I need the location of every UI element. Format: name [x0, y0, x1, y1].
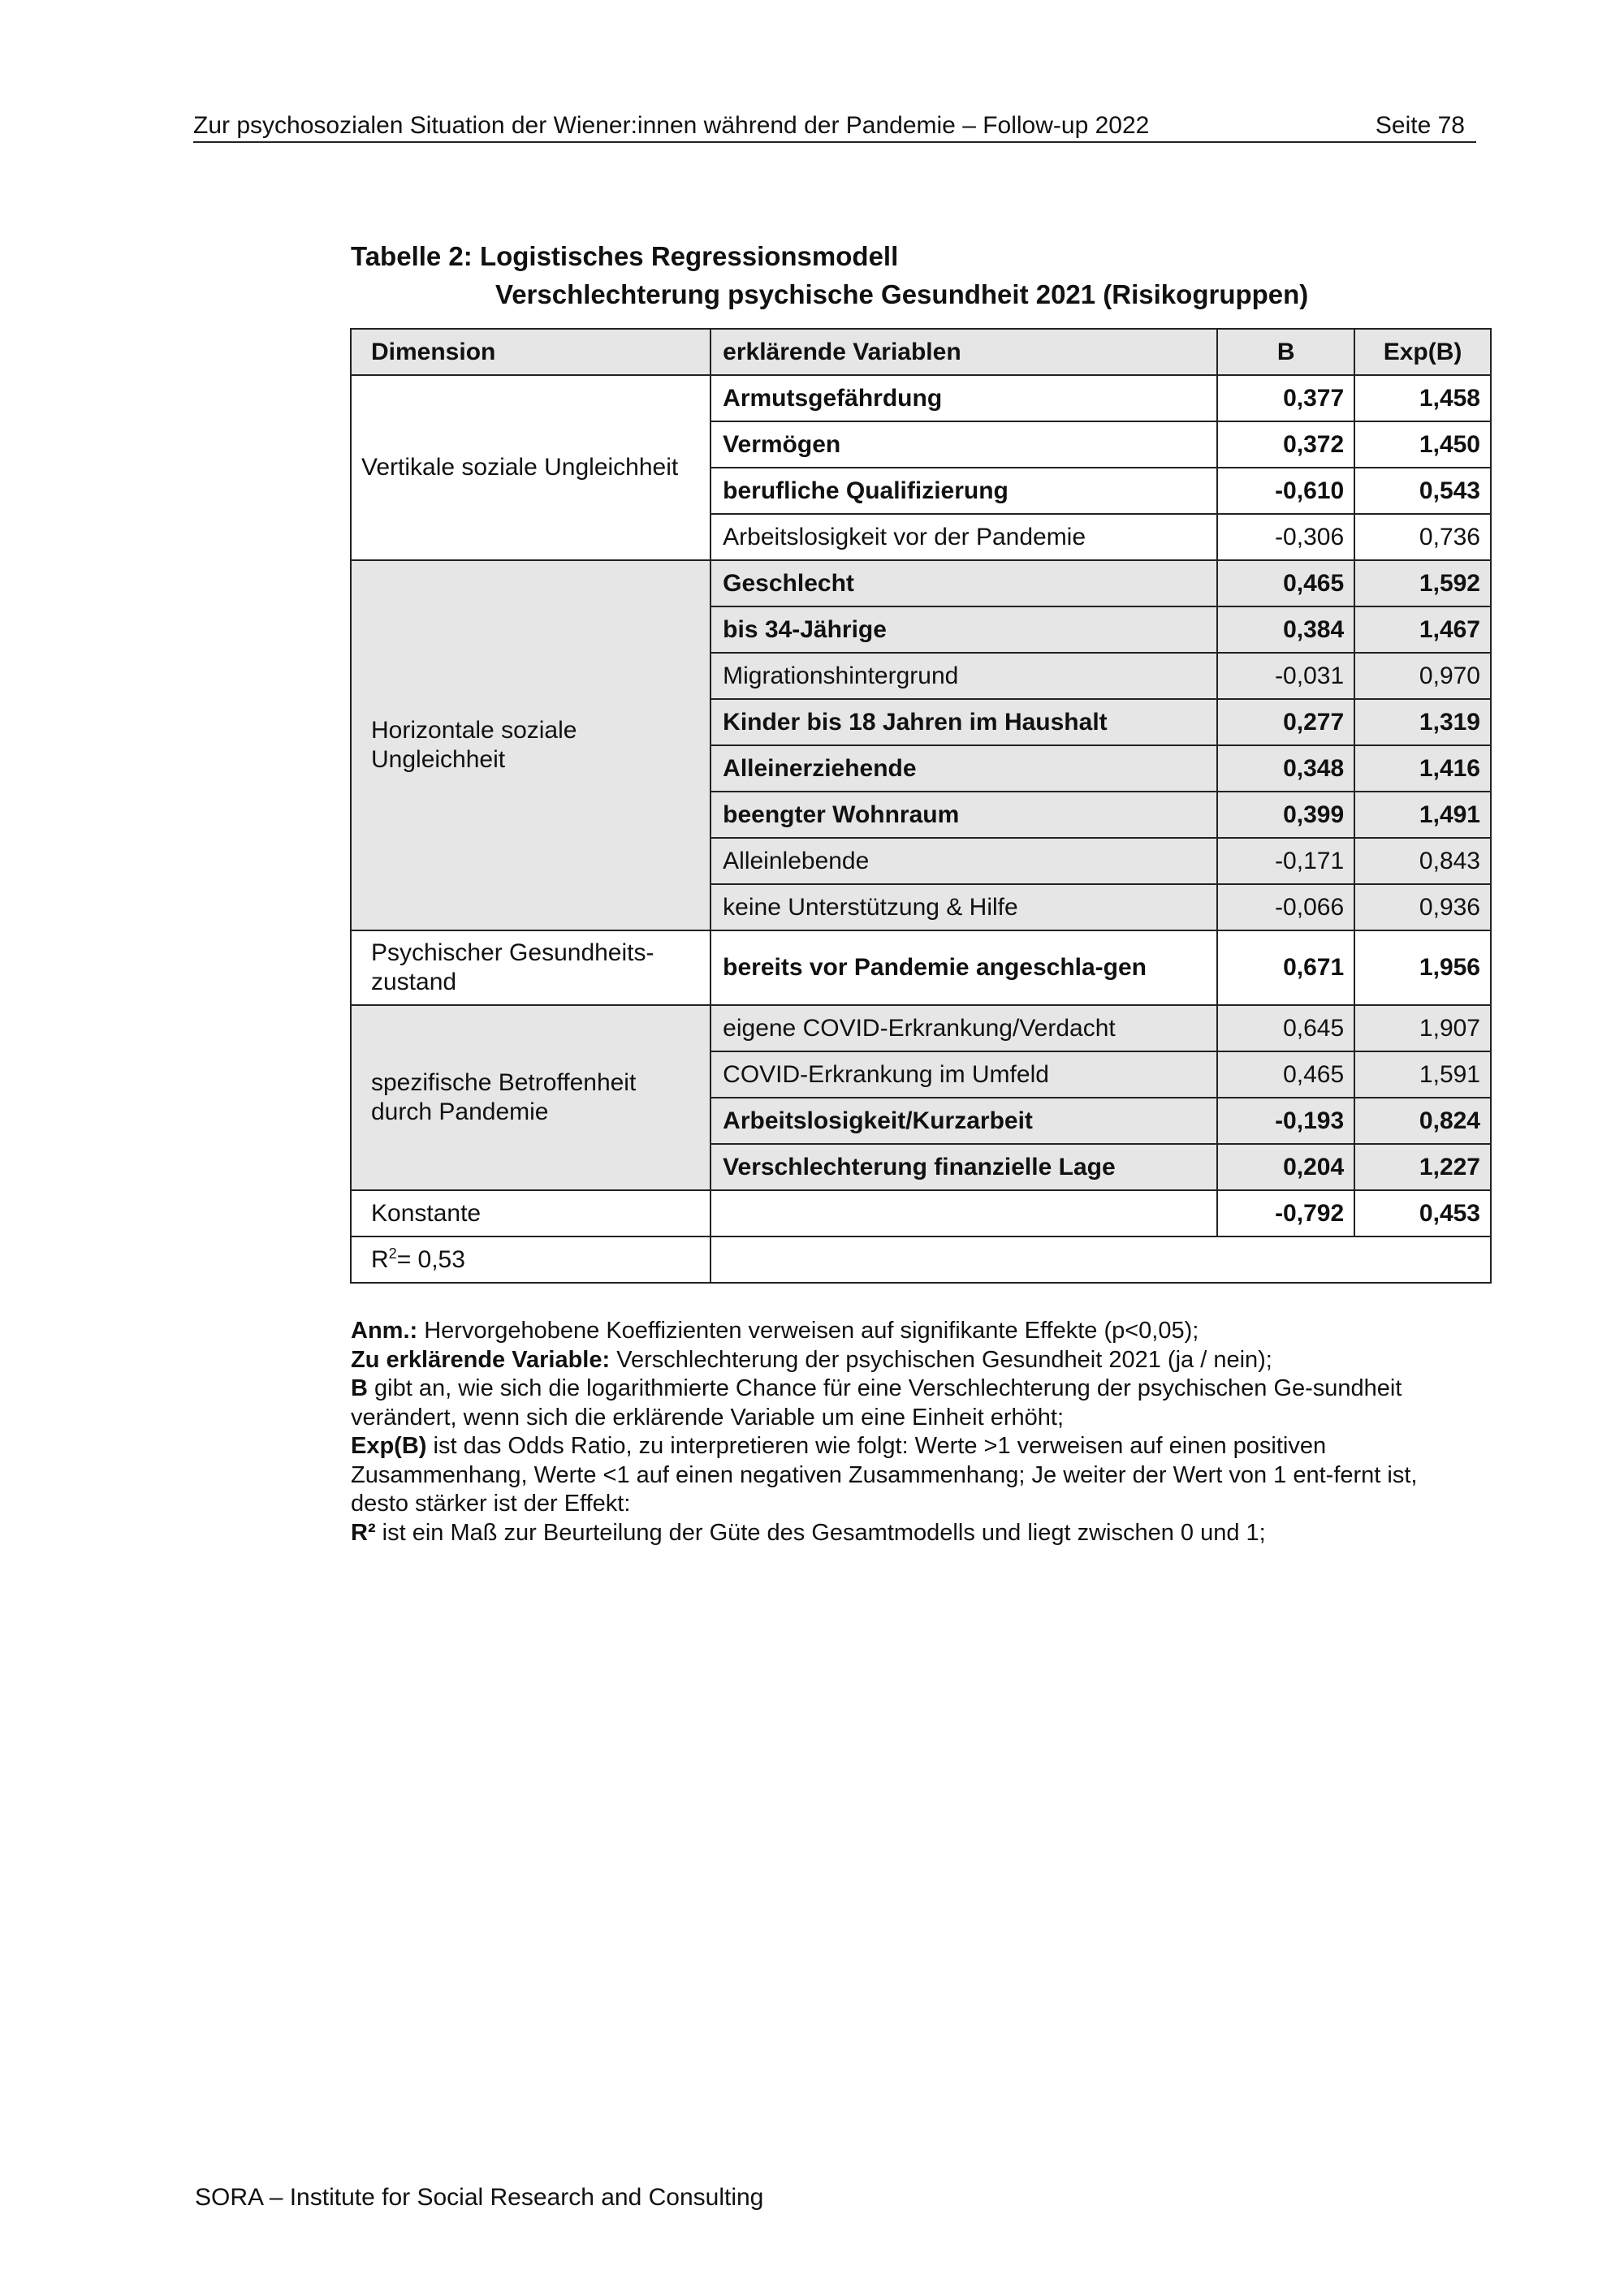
variable-cell: Alleinlebende [710, 838, 1217, 884]
variable-cell: Armutsgefährdung [710, 375, 1217, 421]
note-text: ist ein Maß zur Beurteilung der Güte des Gesamtmodells und liegt zwischen 0 und 1; [375, 1519, 1266, 1546]
expb-cell: 1,227 [1354, 1144, 1491, 1190]
variable-cell: bis 34-Jährige [710, 606, 1217, 653]
b-cell: 0,671 [1217, 930, 1354, 1005]
note-term: B [351, 1375, 368, 1401]
note-text: Verschlechterung der psychischen Gesundheit 2021 (ja / nein); [610, 1346, 1272, 1373]
expb-cell: 1,491 [1354, 792, 1491, 838]
note-line [351, 1346, 1471, 1375]
empty-cell [710, 1236, 1491, 1283]
expb-cell: 1,592 [1354, 560, 1491, 606]
b-cell: -0,171 [1217, 838, 1354, 884]
constant-label: Konstante [351, 1190, 710, 1236]
col-header: Exp(B) [1354, 329, 1491, 375]
note-text: gibt an, wie sich die logarithmierte Chance für eine Verschlechterung der psychischen Ge-sundheit verändert, wenn sich die erklärende Variable um eine Einheit erhöht; [351, 1375, 1402, 1431]
expb-cell: 1,450 [1354, 421, 1491, 468]
variable-cell: berufliche Qualifizierung [710, 468, 1217, 514]
note-line [351, 1317, 1471, 1346]
header-title: Zur psychosozialen Situation der Wiener:innen während der Pandemie – Follow-up 2022 [193, 112, 1150, 139]
constant-row [351, 1190, 1491, 1236]
b-cell: -0,066 [1217, 884, 1354, 930]
b-cell: 0,645 [1217, 1005, 1354, 1051]
expb-cell: 0,936 [1354, 884, 1491, 930]
b-cell: 0,348 [1217, 745, 1354, 792]
b-cell: 0,465 [1217, 560, 1354, 606]
table-header-row [351, 329, 1491, 375]
note-term: Exp(B) [351, 1433, 427, 1459]
expb-cell: 1,319 [1354, 699, 1491, 745]
b-cell: 0,204 [1217, 1144, 1354, 1190]
b-cell: -0,610 [1217, 468, 1354, 514]
expb-cell: 0,970 [1354, 653, 1491, 699]
note-line [351, 1519, 1471, 1548]
b-cell: -0,306 [1217, 514, 1354, 560]
b-cell: 0,377 [1217, 375, 1354, 421]
variable-cell: Arbeitslosigkeit/Kurzarbeit [710, 1098, 1217, 1144]
variable-cell: beengter Wohnraum [710, 792, 1217, 838]
variable-cell: Vermögen [710, 421, 1217, 468]
table-row [351, 375, 1491, 421]
expb-cell: 0,453 [1354, 1190, 1491, 1236]
r2-label: R [371, 1246, 389, 1273]
note-text: Hervorgehobene Koeffizienten verweisen auf signifikante Effekte (p<0,05); [417, 1318, 1199, 1344]
b-cell: 0,372 [1217, 421, 1354, 468]
table-row [351, 1005, 1491, 1051]
page-header [193, 104, 1476, 143]
variable-cell: Geschlecht [710, 560, 1217, 606]
regression-table [350, 328, 1492, 1284]
note-line [351, 1432, 1471, 1519]
note-text: ist das Odds Ratio, zu interpretieren wie folgt: Werte >1 verweisen auf einen positiven Zusammenhang, Werte <1 auf einen negativen Zusammenhang; Je weiter der Wert von 1 ent-fernt ist, desto stärker ist der Effekt: [351, 1433, 1418, 1517]
col-header: erklärende Variablen [710, 329, 1217, 375]
b-cell: 0,465 [1217, 1051, 1354, 1098]
variable-cell: Kinder bis 18 Jahren im Haushalt [710, 699, 1217, 745]
page-number: Seite 78 [1375, 112, 1465, 139]
note-term: R² [351, 1519, 376, 1546]
expb-cell: 1,591 [1354, 1051, 1491, 1098]
variable-cell: Arbeitslosigkeit vor der Pandemie [710, 514, 1217, 560]
note-term: Anm.: [351, 1318, 418, 1344]
variable-cell: eigene COVID-Erkrankung/Verdacht [710, 1005, 1217, 1051]
expb-cell: 1,956 [1354, 930, 1491, 1005]
variable-cell: COVID-Erkrankung im Umfeld [710, 1051, 1217, 1098]
variable-cell: Alleinerziehende [710, 745, 1217, 792]
dimension-cell: spezifische Betroffenheit durch Pandemie [351, 1005, 710, 1190]
dimension-cell: Psychischer Gesundheits-zustand [351, 930, 710, 1005]
expb-cell: 1,416 [1354, 745, 1491, 792]
r2-row [351, 1236, 1491, 1283]
expb-cell: 1,907 [1354, 1005, 1491, 1051]
expb-cell: 1,467 [1354, 606, 1491, 653]
r2-value: = 0,53 [396, 1246, 465, 1273]
empty-cell [710, 1190, 1217, 1236]
variable-cell: keine Unterstützung & Hilfe [710, 884, 1217, 930]
dimension-cell: Vertikale soziale Ungleichheit [351, 375, 710, 560]
b-cell: -0,193 [1217, 1098, 1354, 1144]
table-notes [351, 1317, 1471, 1547]
table-title-line2: Verschlechterung psychische Gesundheit 2021 (Risikogruppen) [495, 279, 1309, 309]
table-row [351, 560, 1491, 606]
expb-cell: 1,458 [1354, 375, 1491, 421]
variable-cell: bereits vor Pandemie angeschla-gen [710, 930, 1217, 1005]
col-header: Dimension [351, 329, 710, 375]
b-cell: 0,384 [1217, 606, 1354, 653]
table-row [351, 930, 1491, 1005]
page-footer: SORA – Institute for Social Research and Consulting [195, 2184, 764, 2211]
expb-cell: 0,543 [1354, 468, 1491, 514]
col-header: B [1217, 329, 1354, 375]
b-cell: 0,277 [1217, 699, 1354, 745]
r2-sup: 2 [388, 1245, 397, 1262]
table-title [351, 237, 1308, 313]
expb-cell: 0,736 [1354, 514, 1491, 560]
note-term: Zu erklärende Variable: [351, 1346, 611, 1373]
expb-cell: 0,824 [1354, 1098, 1491, 1144]
expb-cell: 0,843 [1354, 838, 1491, 884]
variable-cell: Verschlechterung finanzielle Lage [710, 1144, 1217, 1190]
r2-cell [351, 1236, 710, 1283]
dimension-cell: Horizontale soziale Ungleichheit [351, 560, 710, 930]
table-title-line1: Tabelle 2: Logistisches Regressionsmodell [351, 241, 899, 271]
b-cell: -0,792 [1217, 1190, 1354, 1236]
b-cell: -0,031 [1217, 653, 1354, 699]
b-cell: 0,399 [1217, 792, 1354, 838]
note-line [351, 1375, 1471, 1432]
variable-cell: Migrationshintergrund [710, 653, 1217, 699]
